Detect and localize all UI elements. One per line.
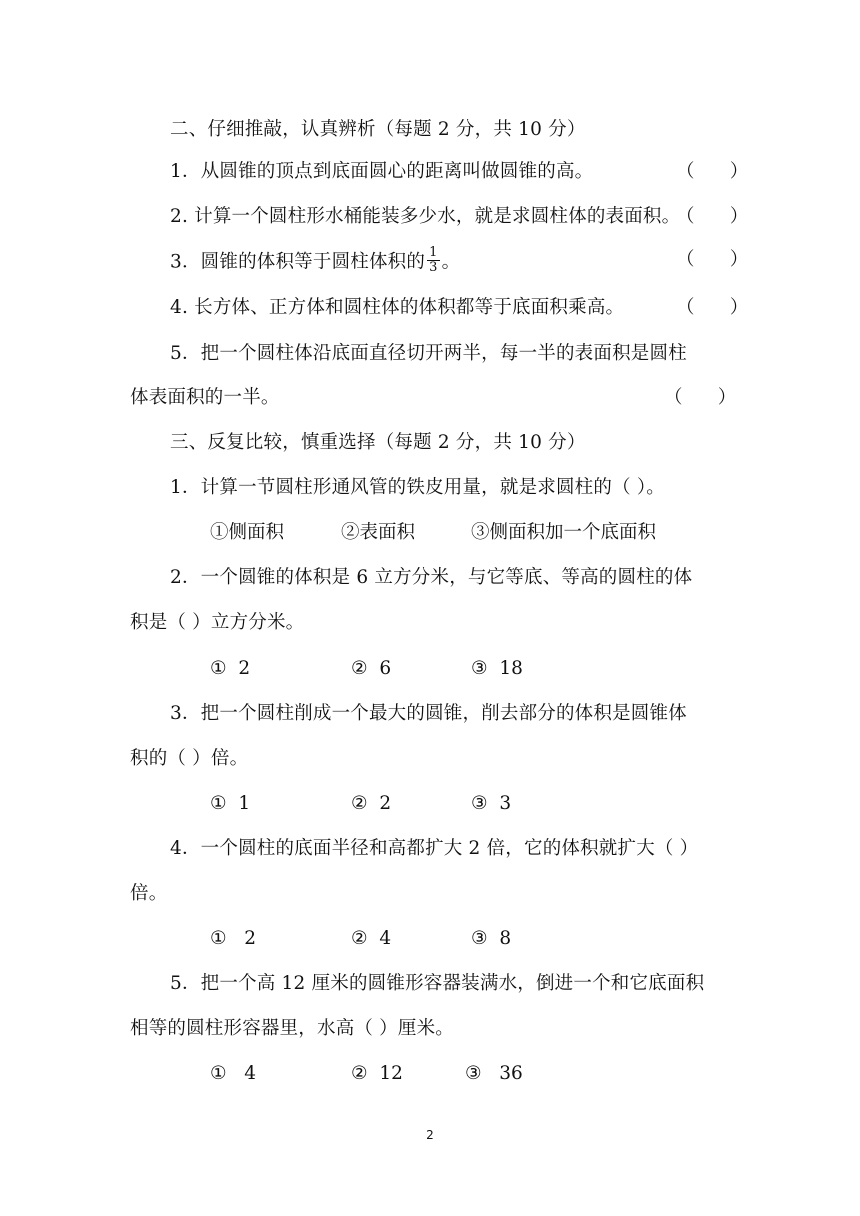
choice-question-2: 2．一个圆锥的体积是 6 立方分米，与它等底、等高的圆柱的体 [170,567,693,588]
choice-question-1: 1．计算一节圆柱形通风管的铁皮用量，就是求圆柱的（ ）。 [170,477,666,498]
answer-blank-5: （ ） [664,387,737,408]
q4-option-3: ③ 8 [471,928,512,949]
choice-question-4: 4．一个圆柱的底面半径和高都扩大 2 倍，它的体积就扩大（ ） [170,838,699,859]
q3-option-3: ③ 3 [471,793,512,814]
answer-blank-1: （ ） [676,161,749,182]
choice-question-2-cont: 积是（ ）立方分米。 [130,612,305,633]
fraction-denominator: 3 [429,260,438,275]
q4-option-1: ① 2 [210,928,256,949]
q5-option-3: ③ 36 [465,1063,523,1084]
q3-option-2: ② 2 [351,793,392,814]
choice-question-5: 5．把一个高 12 厘米的圆锥形容器装满水，倒进一个和它底面积 [170,973,705,994]
q4-option-2: ② 4 [351,928,392,949]
judge-item-4: 4. 长方体、正方体和圆柱体的体积都等于底面积乘高。 [170,297,625,318]
judge-item-5-cont: 体表面积的一半。 [130,387,280,408]
section-2-heading: 二、仔细推敲，认真辨析（每题 2 分，共 10 分） [170,119,586,140]
q5-option-1: ① 4 [210,1063,256,1084]
q2-option-2: ② 6 [351,658,392,679]
q2-option-1: ① 2 [210,658,251,679]
choice-question-5-cont: 相等的圆柱形容器里，水高（ ）厘米。 [130,1018,454,1039]
fraction-one-third [427,246,439,275]
q1-option-3: ③侧面积加一个底面积 [471,522,657,543]
judge-item-3-end: 。 [441,251,461,273]
answer-blank-3: （ ） [676,249,749,270]
section-3-heading: 三、反复比较，慎重选择（每题 2 分，共 10 分） [170,432,586,453]
choice-question-3: 3．把一个圆柱削成一个最大的圆锥，削去部分的体积是圆锥体 [170,703,687,724]
choice-question-4-cont: 倍。 [130,883,168,904]
q1-option-1: ①侧面积 [210,522,285,543]
q3-option-1: ① 1 [210,793,251,814]
page-number: 2 [426,1128,434,1142]
q5-option-2: ② 12 [351,1063,403,1084]
judge-item-3-text: 3．圆锥的体积等于圆柱体积的 [170,251,426,273]
q2-option-3: ③ 18 [471,658,523,679]
judge-item-3 [170,245,461,277]
q1-option-2: ②表面积 [341,522,416,543]
answer-blank-4: （ ） [676,297,749,318]
answer-blank-2: （ ） [676,206,749,227]
fraction-numerator: 1 [429,245,438,260]
judge-item-5: 5．把一个圆柱体沿底面直径切开两半，每一半的表面积是圆柱 [170,343,687,364]
choice-question-3-cont: 积的（ ）倍。 [130,748,249,769]
judge-item-1: 1．从圆锥的顶点到底面圆心的距离叫做圆锥的高。 [170,161,594,182]
judge-item-2: 2. 计算一个圆柱形水桶能装多少水，就是求圆柱体的表面积。 [170,206,681,227]
